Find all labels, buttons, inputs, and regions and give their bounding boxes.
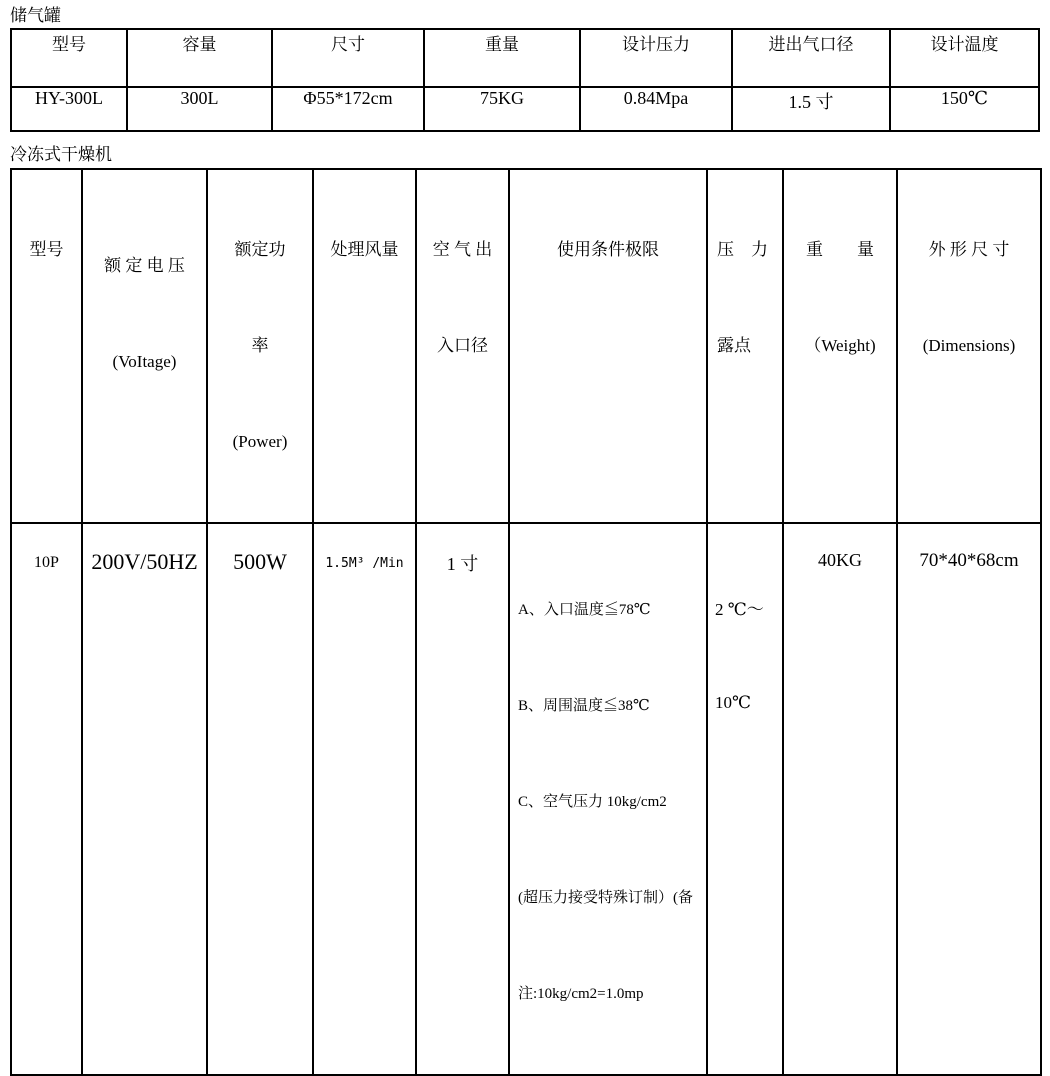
header-line: 入口径 <box>437 336 488 355</box>
header-line: 外 形 尺 寸 <box>928 240 1010 259</box>
section-title-air-tank: 储气罐 <box>10 6 61 25</box>
col-header-weight <box>783 169 897 523</box>
model-value: 10P <box>11 523 82 1075</box>
dryer-header-row <box>11 169 1041 523</box>
design-temperature-value: 150℃ <box>890 87 1039 131</box>
airflow-value: 1.5M³ /Min <box>313 523 416 1075</box>
col-header-capacity: 容量 <box>127 29 272 87</box>
col-header-size: 尺寸 <box>272 29 424 87</box>
header-line: 额定功 <box>234 240 286 259</box>
air-tank-data-row <box>11 87 1039 131</box>
air-tank-spec-table <box>10 28 1040 132</box>
dimensions-value: 70*40*68cm <box>897 523 1041 1075</box>
condition-line-c: C、空气压力 10kg/cm2 <box>518 794 667 810</box>
dew-point-line-2: 10℃ <box>715 693 752 712</box>
section-title-dryer: 冷冻式干燥机 <box>10 145 112 164</box>
col-header-dew-point <box>707 169 783 523</box>
air-tank-header-row <box>11 29 1039 87</box>
col-header-design-pressure: 设计压力 <box>580 29 732 87</box>
port-diameter-value: 1.5 寸 <box>732 87 890 131</box>
header-line: (Dimensions) <box>922 336 1016 355</box>
header-line: (VoItage) <box>112 352 177 371</box>
power-value: 500W <box>207 523 313 1075</box>
weight-value: 75KG <box>424 87 580 131</box>
col-header-operating-conditions <box>509 169 707 523</box>
dew-point-value <box>707 523 783 1075</box>
col-header-rated-power <box>207 169 313 523</box>
col-header-rated-voltage <box>82 169 207 523</box>
weight-value: 40KG <box>783 523 897 1075</box>
header-line: 型号 <box>29 240 64 259</box>
condition-line-b: B、周围温度≦38℃ <box>518 698 650 714</box>
condition-line-note-1: (超压力接受特殊订制）(备 <box>518 890 693 906</box>
condition-line-a: A、入口温度≦78℃ <box>518 602 651 618</box>
model-value: HY-300L <box>11 87 127 131</box>
header-line: 压 力 <box>717 240 768 259</box>
col-header-model <box>11 169 82 523</box>
header-line: 额 定 电 压 <box>104 256 185 275</box>
voltage-value: 200V/50HZ <box>82 523 207 1075</box>
col-header-model: 型号 <box>11 29 127 87</box>
header-line: 露点 <box>717 336 751 355</box>
col-header-design-temperature: 设计温度 <box>890 29 1039 87</box>
header-line: 处理风量 <box>330 240 399 259</box>
header-line: 重 量 <box>806 240 874 259</box>
condition-line-note-2: 注:10kg/cm2=1.0mp <box>518 986 644 1002</box>
air-port-value: 1 寸 <box>416 523 509 1075</box>
col-header-dimensions <box>897 169 1041 523</box>
operating-conditions-value <box>509 523 707 1075</box>
header-line: （Weight) <box>804 336 876 355</box>
dryer-spec-table <box>10 168 1042 1076</box>
header-line: (Power) <box>232 432 288 451</box>
dew-point-line-1: 2 ℃～ <box>715 600 764 619</box>
design-pressure-value: 0.84Mpa <box>580 87 732 131</box>
col-header-air-port <box>416 169 509 523</box>
col-header-airflow <box>313 169 416 523</box>
header-line: 空 气 出 <box>432 240 493 259</box>
header-line: 率 <box>251 336 269 355</box>
header-line: 使用条件极限 <box>557 240 659 259</box>
size-value: Φ55*172cm <box>272 87 424 131</box>
col-header-port-diameter: 进出气口径 <box>732 29 890 87</box>
col-header-weight: 重量 <box>424 29 580 87</box>
dryer-data-row <box>11 523 1041 1075</box>
capacity-value: 300L <box>127 87 272 131</box>
